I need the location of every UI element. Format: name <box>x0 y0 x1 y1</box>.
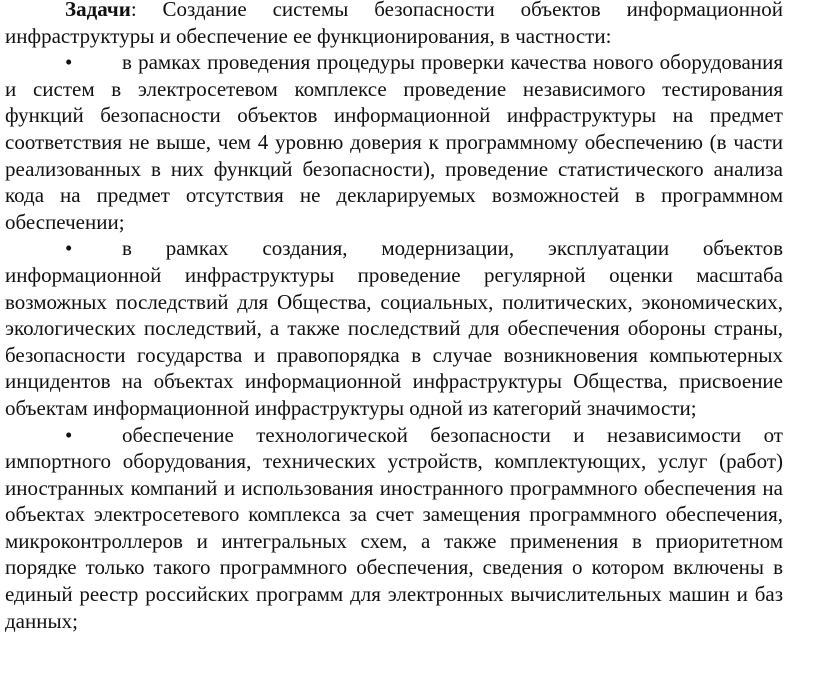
list-item <box>5 422 783 635</box>
bullet-icon: • <box>65 422 73 447</box>
list-item-text: в рамках создания, модернизации, эксплуатации объектов информационной инфраструктуры проведение регулярной оценки масштаба возможных последствий для Общества, социальных, политических, экономических, экологических последствий, а также последствий для обеспечения обороны страны, безопасности государства и правопорядка в случае возникновения компьютерных инцидентов на объектах информационной инфраструктуры Общества, присвоение объектам информационной инфраструктуры одной из категорий значимости; <box>5 236 783 420</box>
tasks-label: Задачи <box>65 0 131 21</box>
list-item-text: обеспечение технологической безопасности и независимости от импортного оборудования, технических устройств, комплектующих, услуг (работ) иностранных компаний и использования иностранного программного обеспечения на объектах электросетевого комплекса за счет замещения программного обеспечения, микроконтроллеров и интегральных схем, а также применения в приоритетном порядке только такого программного обеспечения, сведения о котором включены в единый реестр российских программ для электронных вычислительных машин и баз данных; <box>5 422 783 633</box>
bullet-icon: • <box>65 236 73 261</box>
list-item <box>5 235 783 421</box>
intro-text: : Создание системы безопасности объектов информационной инфраструктуры и обеспечение ее функционирования, в частности: <box>5 0 783 48</box>
intro-paragraph <box>5 0 783 49</box>
list-item <box>5 49 783 235</box>
list-item-text: в рамках проведения процедуры проверки качества нового оборудования и систем в электросетевом комплексе проведение независимого тестирования функций безопасности объектов информационной инфраструктуры на предмет соответствия не выше, чем 4 уровню доверия к программному обеспечению (в части реализованных в них функций безопасности), проведение статистического анализа кода на предмет отсутствия не декларируемых возможностей в программном обеспечении; <box>5 50 783 234</box>
bullet-icon: • <box>65 50 73 75</box>
document-page <box>5 0 783 634</box>
